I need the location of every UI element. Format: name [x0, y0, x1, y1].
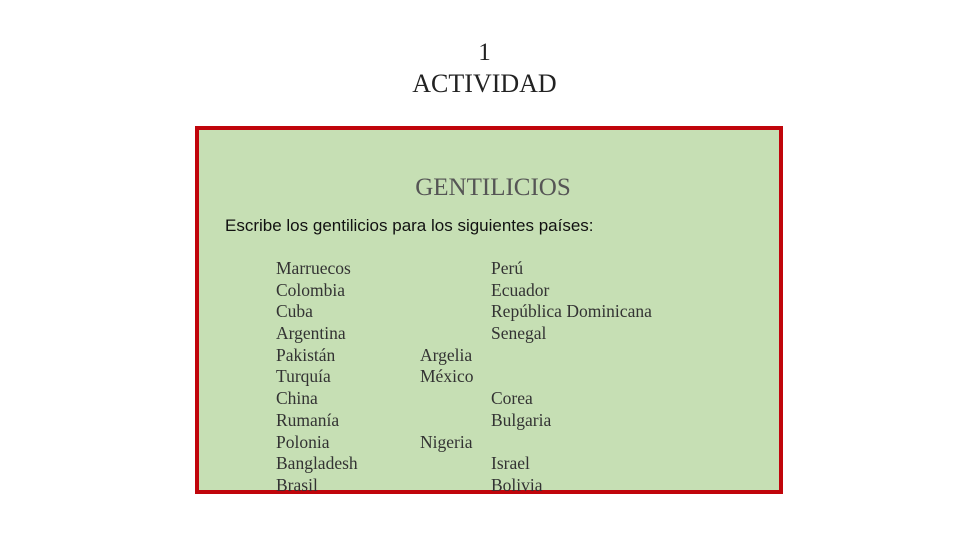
- country-list-right: [491, 258, 652, 497]
- country-item: [420, 280, 473, 302]
- slide-title: ACTIVIDAD: [412, 69, 557, 98]
- activity-panel: [195, 126, 783, 494]
- country-item: [491, 366, 652, 388]
- country-item: Israel: [491, 453, 530, 474]
- country-item: [491, 345, 652, 367]
- country-item: Senegal: [491, 323, 547, 344]
- country-item: Bolivia: [491, 474, 543, 495]
- country-item: Pakistán: [276, 344, 336, 365]
- country-item: Argelia: [420, 344, 473, 365]
- country-item: Turquía: [276, 366, 331, 387]
- country-item: Perú: [491, 258, 524, 278]
- country-item: Nigeria: [420, 431, 473, 452]
- country-item: México: [420, 366, 474, 387]
- country-item: Cuba: [276, 301, 313, 322]
- country-item: [420, 258, 473, 280]
- country-item: [420, 475, 473, 497]
- country-item: Bangladesh: [276, 453, 358, 474]
- country-item: Brasil: [276, 474, 318, 495]
- country-item: [420, 323, 473, 345]
- panel-heading: GENTILICIOS: [415, 174, 571, 201]
- country-item: [420, 453, 473, 475]
- country-list-left: [276, 258, 358, 497]
- country-item: Ecuador: [491, 279, 550, 300]
- country-item: [420, 301, 473, 323]
- country-item: Colombia: [276, 279, 346, 300]
- country-list-middle: [420, 258, 473, 497]
- country-item: República Dominicana: [491, 301, 652, 322]
- country-item: China: [276, 388, 318, 409]
- country-item: Marruecos: [276, 258, 351, 278]
- country-item: [420, 388, 473, 410]
- instruction-text: Escribe los gentilicios para los siguientes países:: [225, 216, 594, 235]
- country-item: Argentina: [276, 323, 346, 344]
- country-item: Bulgaria: [491, 409, 552, 430]
- country-item: [491, 432, 652, 454]
- country-item: Corea: [491, 388, 533, 409]
- country-item: Rumanía: [276, 409, 340, 430]
- country-item: Polonia: [276, 431, 330, 452]
- slide-number: 1: [478, 39, 491, 66]
- country-item: [420, 410, 473, 432]
